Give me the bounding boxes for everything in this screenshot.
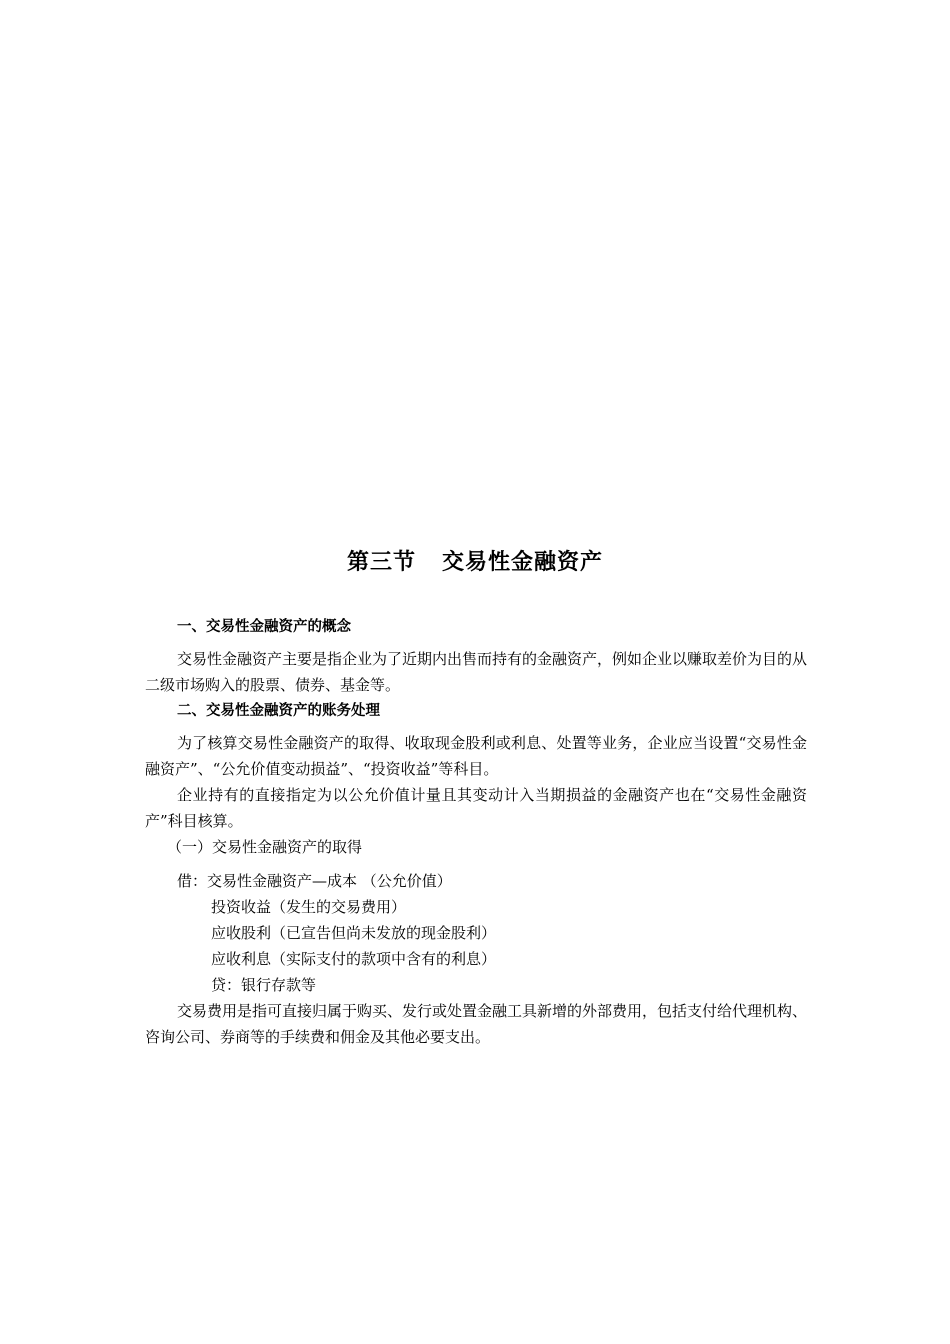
journal-entry-debit: 借：交易性金融资产—成本 （公允价值）	[177, 872, 452, 890]
journal-entry	[145, 868, 807, 998]
journal-entry-line: 应收利息（实际支付的款项中含有的利息）	[211, 950, 497, 968]
paragraph-transaction-costs: 交易费用是指可直接归属于购买、发行或处置金融工具新增的外部费用，包括支付给代理机构、咨询公司、券商等的手续费和佣金及其他必要支出。	[145, 1002, 808, 1046]
heading-accounting: 二、交易性金融资产的账务处理	[177, 703, 380, 719]
document-body	[145, 614, 807, 1050]
journal-entry-line: 应收股利（已宣告但尚未发放的现金股利）	[211, 924, 497, 942]
subheading-acquisition: （一）交易性金融资产的取得	[167, 838, 363, 856]
section-title-number: 第三节	[346, 550, 416, 575]
journal-entry-line: 投资收益（发生的交易费用）	[211, 898, 407, 916]
paragraph-accounts: 为了核算交易性金融资产的取得、收取现金股利或利息、处置等业务，企业应当设置“交易性金融资产”、“公允价值变动损益”、“投资收益”等科目。	[145, 734, 807, 778]
paragraph-designated: 企业持有的直接指定为以公允价值计量且其变动计入当期损益的金融资产也在“交易性金融资产”科目核算。	[145, 786, 807, 830]
journal-entry-credit: 贷：银行存款等	[211, 976, 317, 994]
section-title-text: 交易性金融资产	[442, 550, 604, 575]
section-title	[0, 546, 950, 580]
heading-concept: 一、交易性金融资产的概念	[177, 619, 351, 635]
paragraph-concept: 交易性金融资产主要是指企业为了近期内出售而持有的金融资产，例如企业以赚取差价为目的从二级市场购入的股票、债券、基金等。	[145, 650, 808, 694]
